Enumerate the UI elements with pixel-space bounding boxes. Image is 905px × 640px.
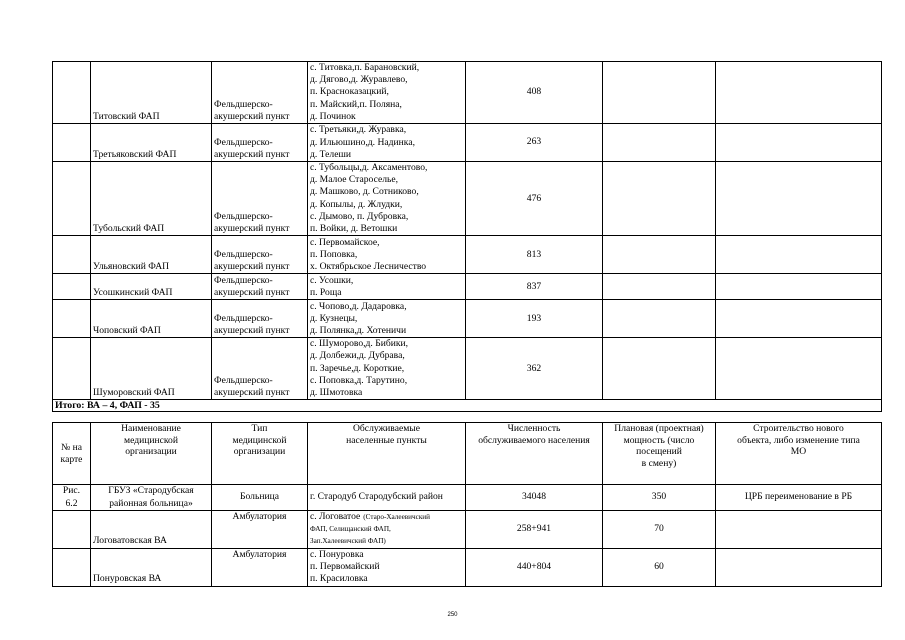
facility-capacity <box>603 274 716 300</box>
num-cell <box>53 236 91 274</box>
table-row <box>53 62 882 124</box>
facility-capacity <box>603 124 716 162</box>
table-row <box>53 548 882 586</box>
table-row <box>53 162 882 236</box>
facility-population: 362 <box>466 338 603 400</box>
settlements-text: с. Понуровка п. Первомайский п. Красиловка <box>310 548 380 585</box>
org-name: Логоватовская ВА <box>91 511 212 549</box>
page-number: 250 <box>447 612 458 618</box>
facility-settlements: с. Титовка,п. Барановский, д. Дягово,д. Журавлево, п. Красноказацкий, п. Майский,п. Поляна, д. Починок <box>308 62 466 124</box>
table-row <box>53 485 882 511</box>
facility-type: Фельдшерско- акушерский пункт <box>212 300 308 338</box>
facility-construction <box>716 300 882 338</box>
facility-capacity <box>603 162 716 236</box>
facility-capacity <box>603 338 716 400</box>
facility-settlements: с. Первомайское, п. Поповка, х. Октябрьское Лесничество <box>308 236 466 274</box>
table-row <box>53 124 882 162</box>
facility-settlements: с. Чопово,д. Дадаровка, д. Кузнецы, д. Полянка,д. Хотеничи <box>308 300 466 338</box>
total-summary: Итого: ВА – 4, ФАП - 35 <box>53 400 882 412</box>
facility-type: Фельдшерско- акушерский пункт <box>212 236 308 274</box>
header-settlements: Обслуживаемые населенные пункты <box>308 423 466 485</box>
facility-settlements: с. Третьяки,д. Журавка, д. Ильюшино,д. Надинка, д. Телеши <box>308 124 466 162</box>
facility-construction <box>716 162 882 236</box>
table-row <box>53 236 882 274</box>
facility-population: 476 <box>466 162 603 236</box>
facility-construction <box>716 124 882 162</box>
facility-population: 193 <box>466 300 603 338</box>
org-name: Понуровская ВА <box>91 548 212 586</box>
facility-name: Шуморовский ФАП <box>91 338 212 400</box>
header-org-name: Наименование медицинской организации <box>91 423 212 485</box>
num-cell <box>53 274 91 300</box>
org-type: Больница <box>212 485 308 511</box>
facility-population: 813 <box>466 236 603 274</box>
facility-type: Фельдшерско- акушерский пункт <box>212 62 308 124</box>
table-row <box>53 511 882 549</box>
facility-settlements: с. Шуморово,д. Бибики, д. Долбежи,д. Дубрава, п. Заречье,д. Короткие, с. Поповка,д. Тарутино, д. Шмотовка <box>308 338 466 400</box>
population: 34048 <box>466 485 603 511</box>
facility-capacity <box>603 300 716 338</box>
construction <box>716 548 882 586</box>
facility-population: 837 <box>466 274 603 300</box>
settlements-text: с. Логоватое <box>310 511 361 522</box>
facility-type: Фельдшерско- акушерский пункт <box>212 124 308 162</box>
num-cell <box>53 300 91 338</box>
header-org-type: Тип медицинской организации <box>212 423 308 485</box>
capacity: 350 <box>603 485 716 511</box>
table-row <box>53 300 882 338</box>
population: 258+941 <box>466 511 603 549</box>
facility-construction <box>716 236 882 274</box>
total-row <box>53 400 882 412</box>
num-cell <box>53 62 91 124</box>
settlements-text: г. Стародуб Стародубский район <box>310 491 443 503</box>
org-type: Амбулатория <box>212 548 308 586</box>
header-capacity: Плановая (проектная) мощность (число посещений в смену) <box>603 423 716 485</box>
medical-organizations-table <box>52 422 882 587</box>
settlements <box>308 485 466 511</box>
facility-population: 263 <box>466 124 603 162</box>
capacity: 70 <box>603 511 716 549</box>
table-row <box>53 274 882 300</box>
facility-name: Тубольский ФАП <box>91 162 212 236</box>
settlements <box>308 548 466 586</box>
facility-settlements: с. Усошки, п. Роща <box>308 274 466 300</box>
settlements <box>308 511 466 549</box>
map-number <box>53 548 91 586</box>
org-name: ГБУЗ «Стародубская районная больница» <box>91 485 212 511</box>
facility-capacity <box>603 62 716 124</box>
facility-construction <box>716 338 882 400</box>
facility-construction <box>716 62 882 124</box>
population: 440+804 <box>466 548 603 586</box>
table-row <box>53 338 882 400</box>
facility-population: 408 <box>466 62 603 124</box>
facility-name: Усошкинский ФАП <box>91 274 212 300</box>
facility-type: Фельдшерско- акушерский пункт <box>212 274 308 300</box>
org-type: Амбулатория <box>212 511 308 549</box>
facility-construction <box>716 274 882 300</box>
construction: ЦРБ переименование в РБ <box>716 485 882 511</box>
facilities-table-continued <box>52 61 882 412</box>
facility-type: Фельдшерско- акушерский пункт <box>212 162 308 236</box>
map-number <box>53 511 91 549</box>
facility-capacity <box>603 236 716 274</box>
table-header-row <box>53 423 882 485</box>
num-cell <box>53 338 91 400</box>
facility-type: Фельдшерско- акушерский пункт <box>212 338 308 400</box>
header-map-number: № на карте <box>53 423 91 485</box>
construction <box>716 511 882 549</box>
facility-settlements: с. Тубольцы,д. Аксаментово, д. Малое Староселье, д. Машково, д. Сотниково, д. Копылы, д. Жлудки, с. Дымово, п. Дубровка, п. Войки, д. Ветошки <box>308 162 466 236</box>
settlements-note: (Старо-Халеевичский ФАП, Селищанский ФАП, Зап.Халеевичский ФАП) <box>310 513 430 546</box>
header-population: Численность обслуживаемого населения <box>466 423 603 485</box>
facility-name: Титовский ФАП <box>91 62 212 124</box>
capacity: 60 <box>603 548 716 586</box>
map-number: Рис. 6.2 <box>53 485 91 511</box>
facility-name: Ульяновский ФАП <box>91 236 212 274</box>
num-cell <box>53 162 91 236</box>
facility-name: Третьяковский ФАП <box>91 124 212 162</box>
facility-name: Чоповский ФАП <box>91 300 212 338</box>
num-cell <box>53 124 91 162</box>
header-construction: Строительство нового объекта, либо изменение типа МО <box>716 423 882 485</box>
